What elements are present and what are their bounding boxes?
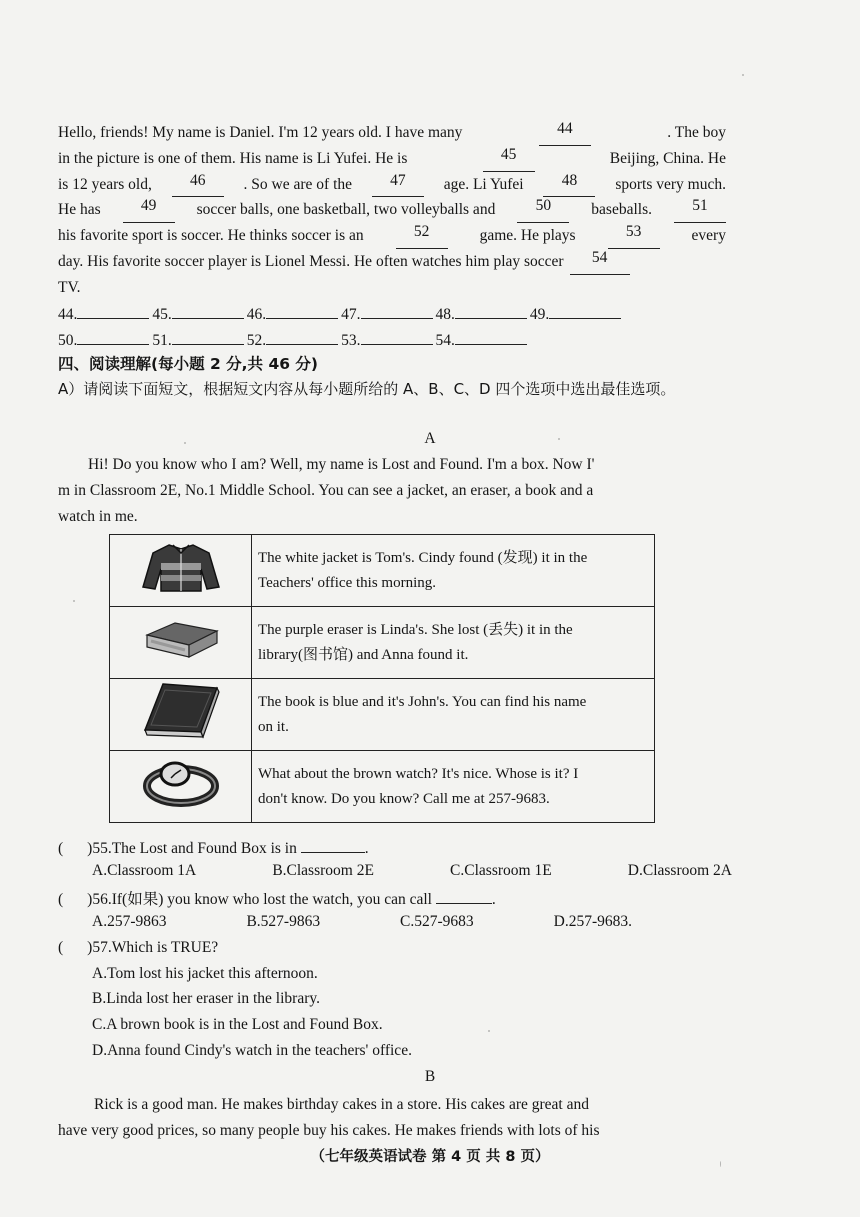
option-d[interactable]: D.257-9683. bbox=[553, 913, 632, 930]
answer-line[interactable] bbox=[455, 328, 527, 345]
answer-number: 53. bbox=[341, 332, 361, 349]
answer-number: 49. bbox=[529, 306, 550, 323]
passage-a-intro bbox=[58, 452, 726, 529]
page-footer: （七年级英语试卷 第 4 页 共 8 页） bbox=[310, 1149, 550, 1165]
section-title: 四、阅读理解(每小题 2 分,共 46 分) bbox=[58, 355, 318, 373]
scan-speck bbox=[488, 1030, 490, 1032]
eraser-description: The purple eraser is Linda's. She lost (丢失) it in the library(图书馆) and Anna found it. bbox=[252, 607, 655, 679]
cloze-blank-50[interactable]: 50 bbox=[517, 197, 569, 223]
eraser-icon bbox=[139, 613, 223, 663]
option-b[interactable]: B.527-9863 bbox=[246, 913, 321, 930]
option-d[interactable]: D.Classroom 2A bbox=[627, 862, 732, 879]
jacket-icon bbox=[139, 539, 223, 593]
answer-number: 52. bbox=[246, 332, 267, 349]
scan-speck bbox=[720, 1161, 721, 1167]
question-55-options bbox=[92, 862, 732, 880]
cloze-text: game. He plays bbox=[479, 227, 576, 245]
option-a[interactable]: A.257-9863 bbox=[92, 913, 167, 930]
scan-speck bbox=[73, 600, 75, 602]
answer-number: 51. bbox=[152, 332, 172, 349]
answer-number: 47. bbox=[341, 306, 361, 323]
answer-number: 44. bbox=[58, 306, 78, 323]
scan-speck bbox=[742, 74, 744, 76]
answer-blank[interactable] bbox=[436, 887, 492, 904]
answer-line[interactable] bbox=[172, 328, 244, 345]
book-cell bbox=[110, 679, 252, 751]
cloze-text: . So we are of the bbox=[243, 175, 353, 193]
question-57: ( )57.Which is TRUE? bbox=[58, 939, 219, 956]
answer-line[interactable] bbox=[361, 328, 433, 345]
cloze-blank-44[interactable]: 44 bbox=[539, 120, 591, 146]
passage-a-line: Hi! Do you know who I am? Well, my name is Lost and Found. I'm a box. Now I' bbox=[88, 456, 595, 473]
cloze-blank-45[interactable]: 45 bbox=[483, 146, 535, 172]
passage-b-line: have very good prices, so many people buy his cakes. He makes friends with lots of his bbox=[58, 1121, 600, 1139]
table-row bbox=[110, 751, 655, 823]
cloze-blank-47[interactable]: 47 bbox=[372, 172, 424, 198]
cloze-text: TV. bbox=[58, 278, 81, 296]
cloze-text: every bbox=[691, 227, 726, 245]
answer-line[interactable] bbox=[361, 302, 433, 319]
watch-cell bbox=[110, 751, 252, 823]
cloze-text: baseballs. bbox=[591, 201, 652, 219]
table-row bbox=[110, 679, 655, 751]
section-instruction: A）请阅读下面短文，根据短文内容从每小题所给的 A、B、C、D 四个选项中选出最佳选项。 bbox=[58, 380, 676, 398]
cloze-line bbox=[58, 275, 726, 301]
watch-icon bbox=[139, 754, 223, 810]
option-d[interactable]: D.Anna found Cindy's watch in the teachers' office. bbox=[92, 1042, 412, 1059]
book-description: The book is blue and it's John's. You can find his name on it. bbox=[252, 679, 655, 751]
answer-number: 46. bbox=[246, 306, 267, 323]
cloze-line bbox=[58, 146, 726, 172]
cloze-text: in the picture is one of them. His name is Li Yufei. He is bbox=[58, 149, 408, 167]
jacket-description: The white jacket is Tom's. Cindy found (发现) it in the Teachers' office this morning. bbox=[252, 535, 655, 607]
answer-line[interactable] bbox=[266, 302, 338, 319]
question-56-options bbox=[92, 913, 632, 931]
watch-description: What about the brown watch? It's nice. Whose is it? I don't know. Do you know? Call me at 257-9683. bbox=[252, 751, 655, 823]
jacket-cell bbox=[110, 535, 252, 607]
answer-line[interactable] bbox=[77, 302, 149, 319]
eraser-cell bbox=[110, 607, 252, 679]
option-a[interactable]: A.Classroom 1A bbox=[92, 862, 197, 879]
cloze-line bbox=[58, 249, 726, 275]
answer-number: 50. bbox=[58, 332, 78, 349]
cloze-text: is 12 years old, bbox=[58, 175, 152, 193]
passage-b-text bbox=[58, 1092, 726, 1144]
scan-speck bbox=[558, 438, 560, 440]
cloze-text: He has bbox=[58, 201, 101, 219]
answer-line[interactable] bbox=[172, 302, 244, 319]
question-56: ( )56.If(如果) you know who lost the watch, you can call . bbox=[58, 887, 496, 909]
cloze-line bbox=[58, 223, 726, 249]
cloze-text: sports very much. bbox=[615, 175, 726, 193]
cloze-text: his favorite sport is soccer. He thinks soccer is an bbox=[58, 227, 364, 245]
question-55: ( )55.The Lost and Found Box is in . bbox=[58, 836, 369, 858]
answer-row-2 bbox=[58, 328, 530, 350]
answer-number: 48. bbox=[435, 306, 455, 323]
cloze-blank-52[interactable]: 52 bbox=[396, 223, 448, 249]
answer-row-1 bbox=[58, 302, 624, 324]
cloze-text: Beijing, China. He bbox=[609, 149, 726, 167]
cloze-line bbox=[58, 197, 726, 223]
option-b[interactable]: B.Linda lost her eraser in the library. bbox=[92, 990, 320, 1007]
option-b[interactable]: B.Classroom 2E bbox=[272, 862, 374, 879]
option-a[interactable]: A.Tom lost his jacket this afternoon. bbox=[92, 965, 318, 982]
option-c[interactable]: C.527-9683 bbox=[400, 913, 474, 930]
answer-number: 45. bbox=[152, 306, 172, 323]
table-row bbox=[110, 535, 655, 607]
table-row bbox=[110, 607, 655, 679]
cloze-blank-46[interactable]: 46 bbox=[172, 172, 224, 198]
passage-a-label: A bbox=[424, 430, 436, 447]
passage-a-line: watch in me. bbox=[58, 507, 138, 525]
passage-a-line: m in Classroom 2E, No.1 Middle School. You can see a jacket, an eraser, a book and a bbox=[58, 481, 594, 499]
cloze-text: day. His favorite soccer player is Lionel Messi. He often watches him play soccer bbox=[58, 252, 564, 270]
answer-line[interactable] bbox=[549, 302, 621, 319]
passage-b-label: B bbox=[424, 1068, 436, 1085]
answer-line[interactable] bbox=[455, 302, 527, 319]
book-icon bbox=[139, 680, 223, 740]
answer-blank[interactable] bbox=[301, 836, 365, 853]
answer-number: 54. bbox=[435, 332, 455, 349]
scan-speck bbox=[184, 442, 186, 444]
passage-b-line: Rick is a good man. He makes birthday cakes in a store. His cakes are great and bbox=[94, 1096, 589, 1113]
cloze-blank-53[interactable]: 53 bbox=[608, 223, 660, 249]
cloze-blank-51[interactable]: 51 bbox=[674, 197, 726, 223]
cloze-text: age. Li Yufei bbox=[443, 175, 524, 193]
cloze-text: . The boy bbox=[667, 124, 726, 141]
cloze-line bbox=[58, 172, 726, 198]
option-c[interactable]: C.A brown book is in the Lost and Found Box. bbox=[92, 1016, 383, 1033]
answer-line[interactable] bbox=[266, 328, 338, 345]
cloze-line bbox=[58, 120, 726, 146]
cloze-blank-49[interactable]: 49 bbox=[123, 197, 175, 223]
cloze-blank-54[interactable]: 54 bbox=[570, 249, 630, 275]
cloze-text: soccer balls, one basketball, two volleyballs and bbox=[196, 201, 496, 219]
answer-line[interactable] bbox=[77, 328, 149, 345]
cloze-passage bbox=[58, 120, 726, 301]
option-c[interactable]: C.Classroom 1E bbox=[450, 862, 552, 879]
cloze-blank-48[interactable]: 48 bbox=[543, 172, 595, 198]
lost-found-table bbox=[109, 534, 655, 823]
cloze-text: Hello, friends! My name is Daniel. I'm 12 years old. I have many bbox=[58, 124, 463, 141]
